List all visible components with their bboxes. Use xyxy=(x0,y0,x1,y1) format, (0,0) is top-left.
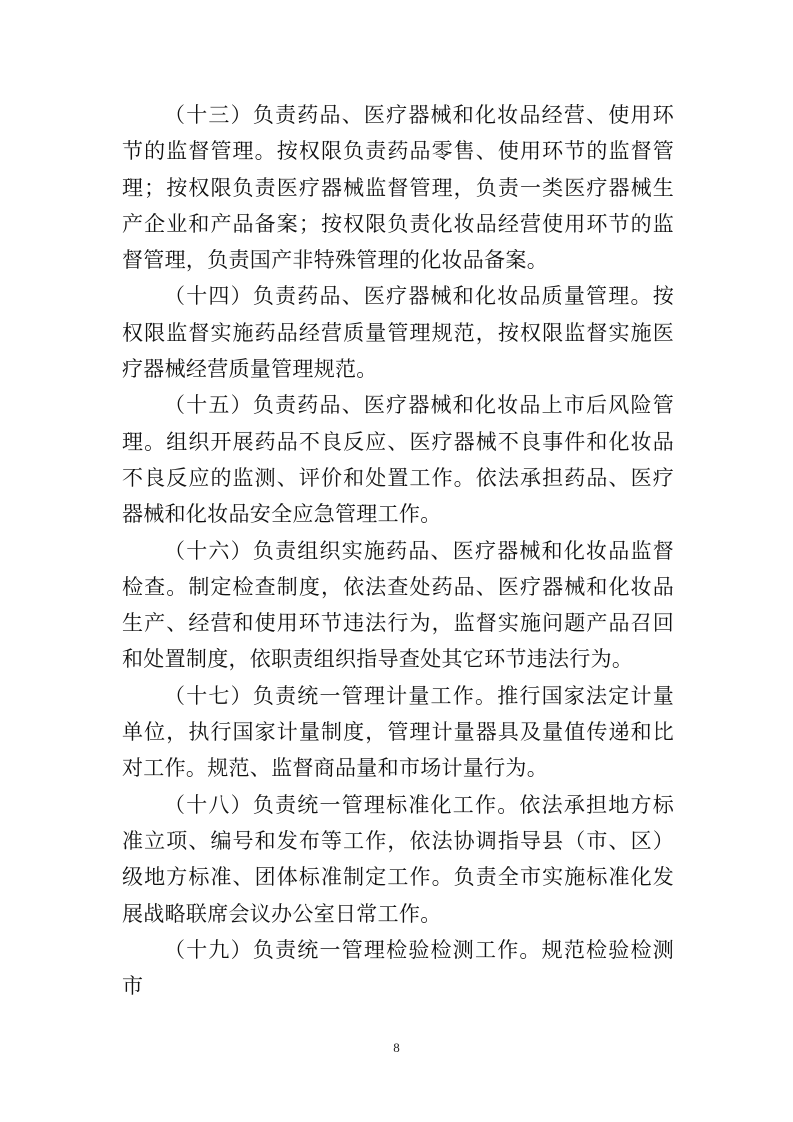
paragraph-17: （十七）负责统一管理计量工作。推行国家法定计量单位，执行国家计量制度，管理计量器具及量值传递和比对工作。规范、监督商品量和市场计量行为。 xyxy=(122,683,674,781)
paragraph-14: （十四）负责药品、医疗器械和化妆品质量管理。按权限监督实施药品经营质量管理规范，按权限监督实施医疗器械经营质量管理规范。 xyxy=(122,284,674,382)
paragraph-18: （十八）负责统一管理标准化工作。依法承担地方标准立项、编号和发布等工作，依法协调指导县（市、区）级地方标准、团体标准制定工作。负责全市实施标准化发展战略联席会议办公室日常工作。 xyxy=(122,792,674,926)
page-number: 8 xyxy=(393,1040,400,1055)
paragraph-16: （十六）负责组织实施药品、医疗器械和化妆品监督检查。制定检查制度，依法查处药品、医疗器械和化妆品生产、经营和使用环节违法行为，监督实施问题产品召回和处置制度，依职责组织指导查处其它环节违法行为。 xyxy=(122,538,674,672)
paragraph-15: （十五）负责药品、医疗器械和化妆品上市后风险管理。组织开展药品不良反应、医疗器械不良事件和化妆品不良反应的监测、评价和处置工作。依法承担药品、医疗器械和化妆品安全应急管理工作。 xyxy=(122,393,674,527)
document-body xyxy=(122,97,674,1004)
paragraph-19: （十九）负责统一管理检验检测工作。规范检验检测市 xyxy=(122,937,674,999)
paragraph-13: （十三）负责药品、医疗器械和化妆品经营、使用环节的监督管理。按权限负责药品零售、使用环节的监督管理；按权限负责医疗器械监督管理，负责一类医疗器械生产企业和产品备案；按权限负责化妆品经营使用环节的监督管理，负责国产非特殊管理的化妆品备案。 xyxy=(122,103,674,273)
